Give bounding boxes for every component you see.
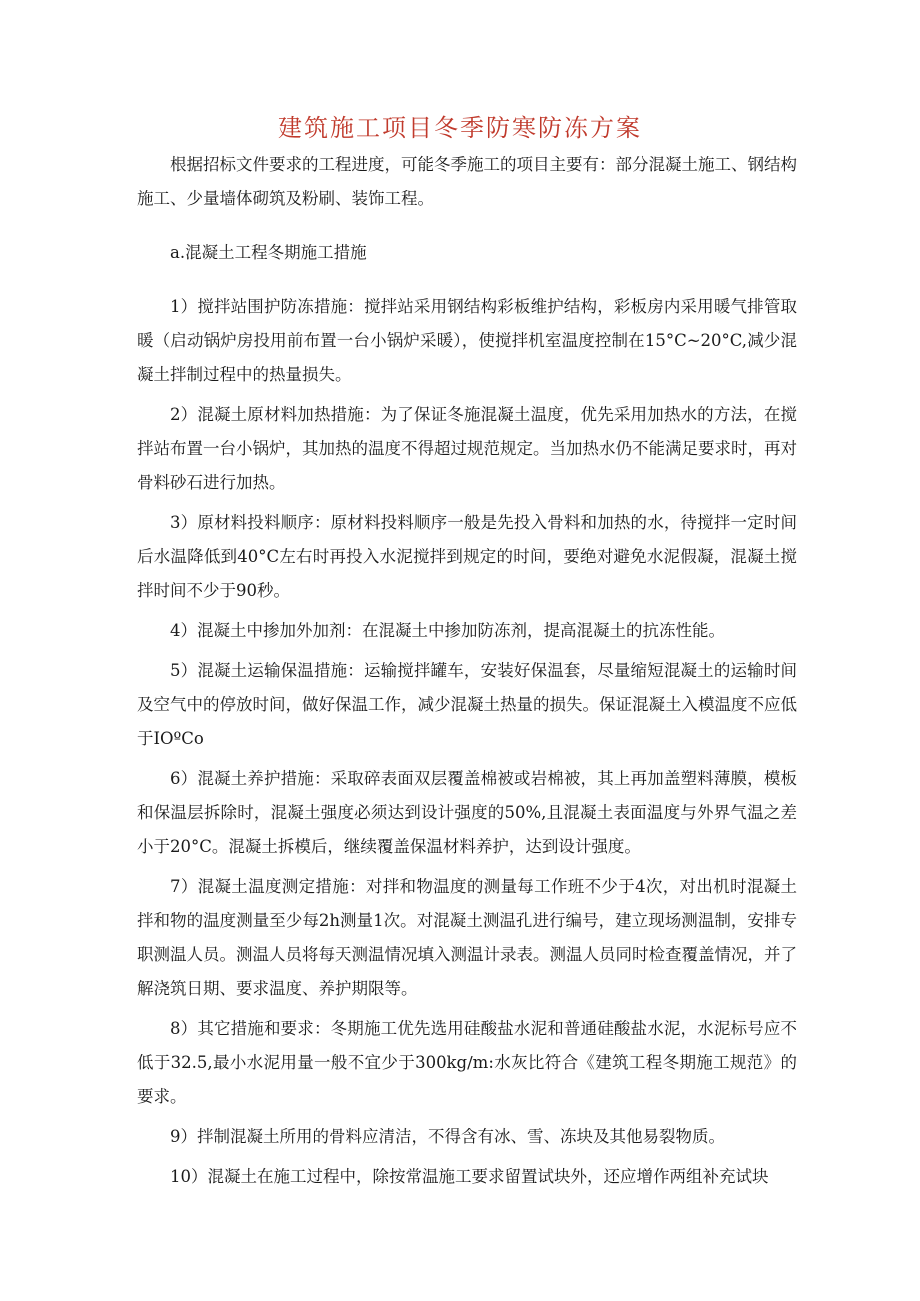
- document-body: [137, 148, 797, 1194]
- list-item: 7）混凝土温度测定措施：对拌和物温度的测量每工作班不少于4次，对出机时混凝土拌和物的温度测量至少每2h测量1次。对混凝土测温孔进行编号，建立现场测温制，安排专职测温人员。测温人员将每天测温情况填入测温计录表。测温人员同时检查覆盖情况，并了解浇筑日期、要求温度、养护期限等。: [137, 877, 797, 998]
- list-item: 2）混凝土原材料加热措施：为了保证冬施混凝土温度，优先采用加热水的方法，在搅拌站布置一台小锅炉，其加热的温度不得超过规范规定。当加热水仍不能满足要求时，再对骨料砂石进行加热。: [137, 405, 797, 492]
- list-item: 10）混凝土在施工过程中，除按常温施工要求留置试块外，还应增作两组补充试块: [170, 1167, 769, 1186]
- list-item: 3）原材料投料顺序：原材料投料顺序一般是先投入骨料和加热的水，待搅拌一定时间后水温降低到40°C左右时再投入水泥搅拌到规定的时间，要绝对避免水泥假凝，混凝土搅拌时间不少于90秒。: [137, 513, 797, 600]
- section-heading: a.混凝土工程冬期施工措施: [170, 243, 367, 262]
- list-item: 1）搅拌站围护防冻措施：搅拌站采用钢结构彩板维护结构，彩板房内采用暖气排管取暖（启动锅炉房投用前布置一台小锅炉采暖），使搅拌机室温度控制在15°C~20°C,减少混凝土拌制过程中的热量损失。: [137, 297, 797, 384]
- list-item: 4）混凝土中掺加外加剂：在混凝土中掺加防冻剂，提高混凝土的抗冻性能。: [170, 621, 725, 640]
- intro-paragraph: 根据招标文件要求的工程进度，可能冬季施工的项目主要有：部分混凝土施工、钢结构施工、少量墙体砌筑及粉刷、装饰工程。: [137, 155, 797, 208]
- list-item: 6）混凝土养护措施：采取碎表面双层覆盖棉被或岩棉被，其上再加盖塑料薄膜，模板和保温层拆除时，混凝土强度必须达到设计强度的50%,且混凝土表面温度与外界气温之差小于20°C。混凝土拆模后，继续覆盖保温材料养护，达到设计强度。: [137, 769, 797, 856]
- list-item: 5）混凝土运输保温措施：运输搅拌罐车，安装好保温套，尽量缩短混凝土的运输时间及空气中的停放时间，做好保温工作，减少混凝土热量的损失。保证混凝土入模温度不应低于IOºCo: [137, 661, 797, 748]
- list-item: 8）其它措施和要求：冬期施工优先选用硅酸盐水泥和普通硅酸盐水泥，水泥标号应不低于32.5,最小水泥用量一般不宜少于300kg∕m:水灰比符合《建筑工程冬期施工规范》的要求。: [137, 1019, 797, 1106]
- document-title: 建筑施工项目冬季防寒防冻方案: [278, 114, 642, 142]
- list-item: 9）拌制混凝土所用的骨料应清洁，不得含有冰、雪、冻块及其他易裂物质。: [170, 1127, 725, 1146]
